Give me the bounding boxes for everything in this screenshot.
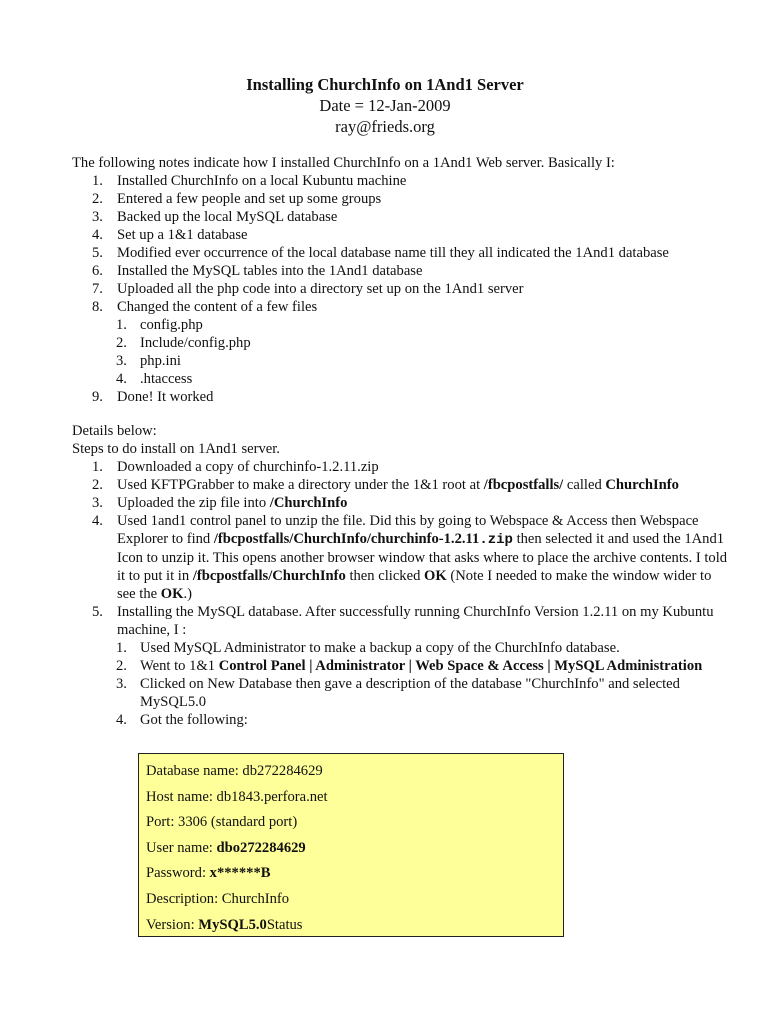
list-item-text: Installed the MySQL tables into the 1And1 database xyxy=(117,263,423,279)
file-item: 3. php.ini xyxy=(116,353,181,369)
target-path: /fbcpostfalls/ChurchInfo xyxy=(192,568,346,584)
list-item-text: Done! It worked xyxy=(117,389,214,405)
list-item-text: Backed up the local MySQL database xyxy=(117,209,338,225)
detail-step: 5. Installing the MySQL database. After successfully running ChurchInfo Version 1.2.11 on my Kubuntu machine, I : xyxy=(92,604,714,638)
file-item: 2. Include/config.php xyxy=(116,335,251,351)
path-churchinfo: /ChurchInfo xyxy=(269,495,348,511)
detail-step-text: Installing the MySQL database. After successfully running ChurchInfo Version 1.2.11 on my Kubuntu machine, I : xyxy=(117,604,714,638)
detail-step: 2. Used KFTPGrabber to make a directory under the 1&1 root at /fbcpostfalls/ called ChurchInfo xyxy=(92,477,679,493)
list-item-text: Modified ever occurrence of the local database name till they all indicated the 1And1 database xyxy=(117,245,669,261)
zip-extension: .zip xyxy=(479,532,513,548)
database-info-box xyxy=(138,753,564,937)
intro-text: The following notes indicate how I installed ChurchInfo on a 1And1 Web server. Basically I: xyxy=(72,155,615,171)
database-name: Database name: db272284629 xyxy=(146,763,323,779)
zip-path: /fbcpostfalls/ChurchInfo/churchinfo-1.2.11 xyxy=(213,531,480,547)
file-item: 1. config.php xyxy=(116,317,203,333)
user-name-value: dbo272284629 xyxy=(216,839,306,856)
details-subheading: Steps to do install on 1And1 server. xyxy=(72,441,280,457)
document-header xyxy=(0,74,770,137)
document-title: Installing ChurchInfo on 1And1 Server xyxy=(246,75,524,94)
host-name: Host name: db1843.perfora.net xyxy=(146,788,328,805)
user-name: User name: dbo272284629 xyxy=(146,839,306,856)
detail-substep: 2. Went to 1&1 Control Panel | Administrator | Web Space & Access | MySQL Administration xyxy=(116,658,703,674)
intro-section xyxy=(72,154,732,406)
list-item-text: Installed ChurchInfo on a local Kubuntu machine xyxy=(117,173,407,189)
ok-label-note: OK xyxy=(160,586,184,602)
document-date: Date = 12-Jan-2009 xyxy=(319,96,451,115)
details-section xyxy=(72,422,732,729)
list-item: 1. Installed ChurchInfo on a local Kubuntu machine xyxy=(92,173,407,189)
file-name: php.ini xyxy=(140,353,181,369)
list-item: 9. Done! It worked xyxy=(92,389,214,405)
detail-substep: 3. Clicked on New Database then gave a description of the database "ChurchInfo" and selected MySQL5.0 xyxy=(116,676,680,710)
list-item: 3. Backed up the local MySQL database xyxy=(92,209,338,225)
list-item: 7. Uploaded all the php code into a directory set up on the 1And1 server xyxy=(92,281,524,297)
port: Port: 3306 (standard port) xyxy=(146,814,298,831)
details-heading: Details below: xyxy=(72,423,157,439)
detail-step: 3. Uploaded the zip file into /ChurchInfo xyxy=(92,495,348,511)
author-email: ray@frieds.org xyxy=(335,117,435,136)
file-name: .htaccess xyxy=(140,371,193,387)
dir-churchinfo: ChurchInfo xyxy=(605,477,679,493)
password-value: x******B xyxy=(209,865,271,882)
file-name: Include/config.php xyxy=(140,335,251,351)
detail-substep: 1. Used MySQL Administrator to make a backup a copy of the ChurchInfo database. xyxy=(116,640,620,656)
list-item-text: Entered a few people and set up some groups xyxy=(117,191,382,207)
file-item: 4. .htaccess xyxy=(116,371,193,387)
version-value: MySQL5.0 xyxy=(198,916,267,933)
detail-step: 4. Used 1and1 control panel to unzip the file. Did this by going to Webspace & Access then Webspace Explorer to find /fbcpostfalls/ChurchInfo/churchinfo-1.2.11.zip then selected it and used the 1And1 Icon to unzip it. This opens another browser window that asks where to place the archive contents. I told it to put it in /fbcpostfalls/ChurchInfo then clicked OK (Note I needed to make the window wider to see the OK.) xyxy=(92,513,728,602)
file-name: config.php xyxy=(140,317,203,333)
version-suffix: Status xyxy=(266,916,303,933)
version: Version: MySQL5.0Status xyxy=(146,916,303,933)
list-item-text: Set up a 1&1 database xyxy=(117,227,248,243)
detail-substep: 4. Got the following: xyxy=(116,712,248,728)
list-item: 4. Set up a 1&1 database xyxy=(92,227,248,243)
password: Password: x******B xyxy=(146,865,271,882)
ok-label: OK xyxy=(424,568,447,584)
list-item: 5. Modified ever occurrence of the local database name till they all indicated the 1And1 database xyxy=(92,245,669,261)
detail-step-text: Downloaded a copy of churchinfo-1.2.11.zip xyxy=(117,459,379,475)
list-item-text: Changed the content of a few files xyxy=(117,299,318,315)
path-fbcpostfalls: /fbcpostfalls/ xyxy=(483,477,564,493)
list-item: 2. Entered a few people and set up some groups xyxy=(92,191,382,207)
detail-step: 1. Downloaded a copy of churchinfo-1.2.11.zip xyxy=(92,459,379,475)
list-item: 6. Installed the MySQL tables into the 1And1 database xyxy=(92,263,423,279)
description: Description: ChurchInfo xyxy=(146,890,290,907)
list-item: 8. Changed the content of a few files xyxy=(92,299,318,315)
list-item-text: Uploaded all the php code into a directory set up on the 1And1 server xyxy=(117,281,524,297)
control-panel-path: Control Panel | Administrator | Web Space & Access | MySQL Administration xyxy=(218,658,703,674)
